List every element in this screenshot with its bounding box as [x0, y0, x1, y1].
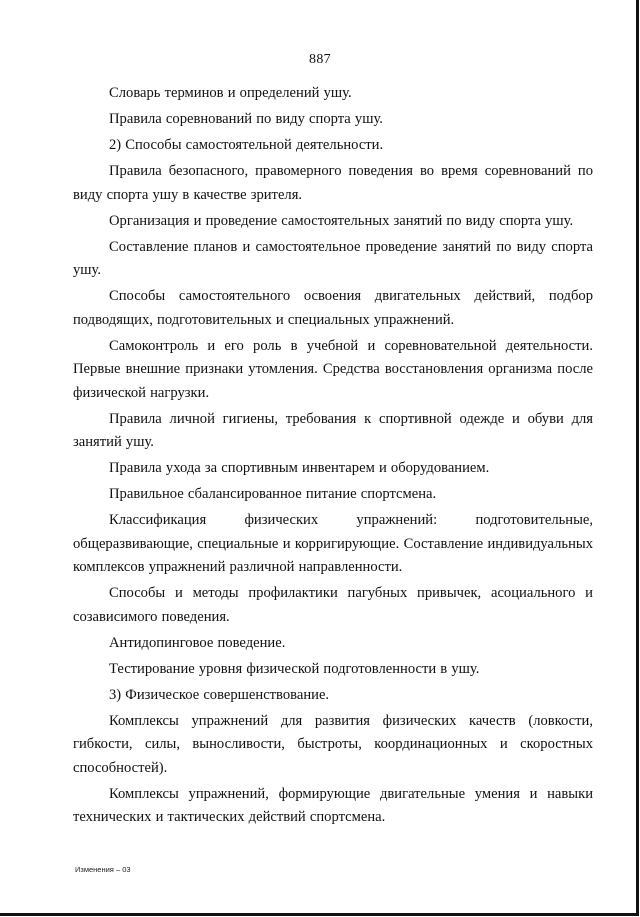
document-body [73, 82, 593, 832]
paragraph: Антидопинговое поведение. [109, 634, 286, 651]
paragraph: Составление планов и самостоятельное проведение занятий по виду спорта ушу. [73, 238, 593, 278]
paragraph: Правила ухода за спортивным инвентарем и оборудованием. [109, 460, 490, 476]
paragraph: Классификация физических упражнений: подготовительные, общеразвивающие, специальные и корригирующие. Составление индивидуальных комплексов упражнений различной направленности. [73, 512, 593, 575]
page-number: 887 [309, 52, 331, 67]
paragraph: Самоконтроль и его роль в учебной и соревновательной деятельности. Первые внешние признаки утомления. Средства восстановления организма после физической нагрузки. [73, 337, 593, 401]
paragraph: Правила личной гигиены, требования к спортивной одежде и обуви для занятий ушу. [73, 410, 593, 450]
paragraph: Тестирование уровня физической подготовленности в ушу. [109, 660, 480, 677]
paragraph: Способы и методы профилактики пагубных привычек, асоциального и созависимого поведения. [73, 585, 593, 625]
section-heading: 2) Способы самостоятельной деятельности. [109, 137, 384, 153]
paragraph: Организация и проведение самостоятельных занятий по виду спорта ушу. [109, 212, 574, 229]
paragraph: Словарь терминов и определений ушу. [109, 85, 352, 101]
paragraph: Комплексы упражнений для развития физических качеств (ловкости, гибкости, силы, выносливости, быстроты, координационных и скоростных способностей). [73, 712, 593, 776]
paragraph: Правильное сбалансированное питание спортсмена. [109, 486, 437, 502]
paragraph: Способы самостоятельного освоения двигательных действий, подбор подводящих, подготовительных и специальных упражнений. [73, 288, 593, 328]
paragraph: Комплексы упражнений, формирующие двигательные умения и навыки технических и тактических действий спортсмена. [73, 785, 593, 825]
paragraph: Правила соревнований по виду спорта ушу. [109, 111, 383, 127]
section-heading: 3) Физическое совершенствование. [109, 686, 330, 703]
revision-footer: Изменения – 03 [75, 865, 131, 874]
paragraph: Правила безопасного, правомерного поведения во время соревнований по виду спорта ушу в качестве зрителя. [73, 163, 593, 203]
